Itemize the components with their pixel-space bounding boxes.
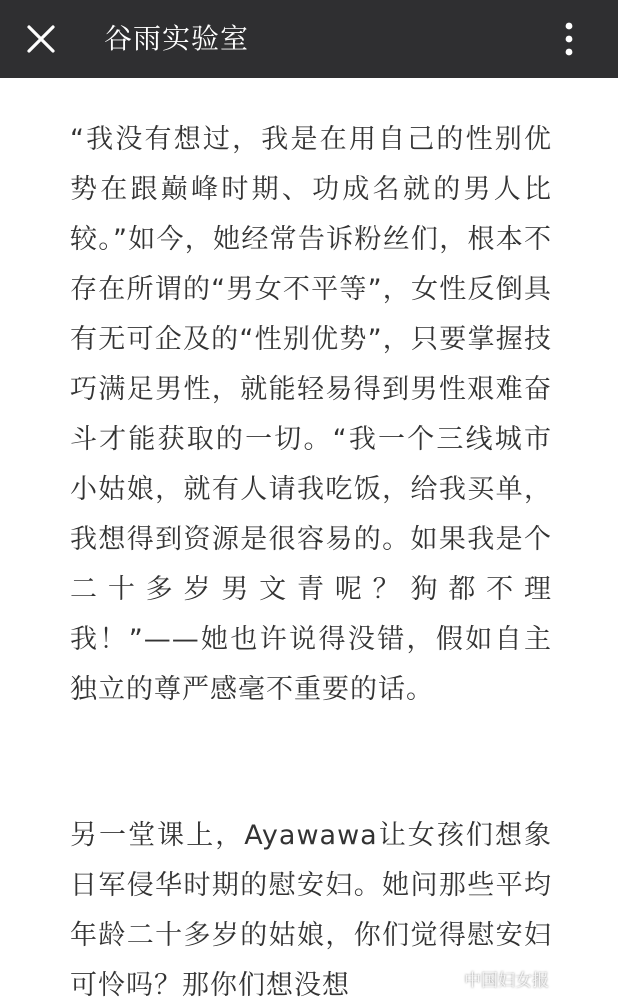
close-icon bbox=[20, 19, 62, 59]
article-paragraph: 另一堂课上，Ayawawa让女孩们想象日军侵华时期的慰安妇。她问那些平均年龄二十多岁的姑娘，你们觉得慰安妇可怜吗？那你们想没想 bbox=[70, 820, 552, 1000]
weibo-watermark bbox=[442, 966, 549, 991]
page-title: 谷雨实验室 bbox=[104, 22, 250, 55]
watermark-text: 中国妇女报 bbox=[464, 971, 549, 991]
more-options-button[interactable] bbox=[554, 17, 584, 61]
article-body[interactable] bbox=[0, 78, 618, 1000]
top-app-bar bbox=[0, 0, 618, 78]
article-paragraph: “我没有想过，我是在用自己的性别优势在跟巅峰时期、功成名就的男人比较。”如今，她经常告诉粉丝们，根本不存在所谓的“男女不平等”，女性反倒具有无可企及的“性别优势”，只要掌握技巧满足男性，就能轻易得到男性艰难奋斗才能获取的一切。“我一个三线城市小姑娘，就有人请我吃饭，给我买单，我想得到资源是很容易的。如果我是个二十多岁男文青呢？狗都不理我！”——她也许说得没错，假如自主独立的尊严感毫不重要的话。 bbox=[70, 124, 552, 705]
more-vertical-icon bbox=[554, 17, 584, 61]
weibo-icon bbox=[442, 973, 460, 987]
close-button[interactable] bbox=[20, 19, 62, 59]
